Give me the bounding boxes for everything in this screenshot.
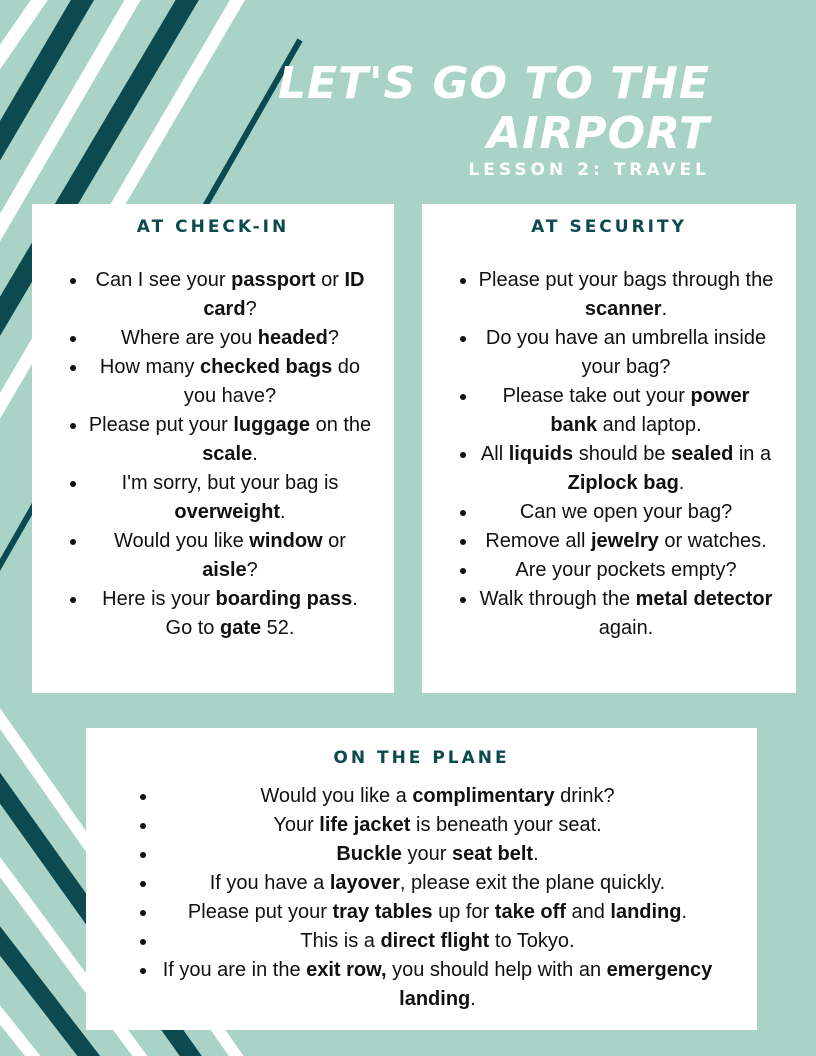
text-run: 52. bbox=[261, 617, 295, 639]
text-run: again. bbox=[598, 617, 654, 639]
list-item bbox=[478, 324, 774, 382]
bold-term: take off bbox=[494, 901, 566, 923]
text-run: should be bbox=[573, 443, 672, 465]
bold-term: liquids bbox=[508, 443, 574, 465]
list-item bbox=[478, 498, 774, 527]
text-run: Do you have an umbrella inside your bag? bbox=[485, 327, 767, 378]
text-run: do you have? bbox=[183, 356, 361, 407]
text-run: If you are in the bbox=[162, 959, 307, 981]
text-run: Here is your bbox=[102, 588, 216, 610]
security-heading: AT SECURITY bbox=[531, 217, 687, 237]
security-card bbox=[422, 204, 796, 693]
text-run: . bbox=[470, 988, 476, 1010]
text-run: Please put your bbox=[88, 414, 234, 436]
list-item bbox=[158, 840, 717, 869]
list-item bbox=[478, 556, 774, 585]
text-run: Your bbox=[273, 814, 320, 836]
text-run: in a bbox=[733, 443, 772, 465]
bold-term: aisle bbox=[202, 559, 247, 581]
text-run: Would you like a bbox=[260, 785, 413, 807]
bold-term: scale bbox=[202, 443, 253, 465]
text-run: to Tokyo. bbox=[489, 930, 575, 952]
page-title-line-1: LET'S GO TO THE bbox=[277, 58, 710, 109]
bold-term: overweight bbox=[174, 501, 280, 523]
list-item bbox=[478, 585, 774, 643]
text-run: ? bbox=[327, 327, 339, 349]
list-item bbox=[88, 469, 372, 527]
check-in-card bbox=[32, 204, 394, 693]
text-run: , please exit the plane quickly. bbox=[399, 872, 666, 894]
check-in-heading: AT CHECK-IN bbox=[136, 217, 290, 237]
text-run: How many bbox=[99, 356, 200, 378]
text-run: you should help with an bbox=[386, 959, 607, 981]
list-item bbox=[158, 869, 717, 898]
bold-term: Buckle bbox=[336, 843, 402, 865]
text-run: and bbox=[565, 901, 611, 923]
text-run: drink? bbox=[554, 785, 615, 807]
security-list bbox=[422, 266, 796, 643]
text-run: If you have a bbox=[209, 872, 330, 894]
text-run: on the bbox=[310, 414, 372, 436]
bold-term: complimentary bbox=[412, 785, 555, 807]
bold-term: boarding pass bbox=[215, 588, 353, 610]
list-item bbox=[88, 266, 372, 324]
list-item bbox=[158, 898, 717, 927]
bold-term: exit row, bbox=[306, 959, 387, 981]
text-run: . Go to bbox=[165, 588, 358, 639]
text-run: your bbox=[401, 843, 452, 865]
list-item bbox=[158, 927, 717, 956]
list-item bbox=[158, 782, 717, 811]
on-the-plane-heading: ON THE PLANE bbox=[333, 748, 510, 768]
text-run: . bbox=[533, 843, 539, 865]
text-run: or watches. bbox=[658, 530, 767, 552]
text-run: Can I see your bbox=[95, 269, 232, 291]
text-run: Can we open your bag? bbox=[519, 501, 733, 523]
bold-term: power bank bbox=[550, 385, 750, 436]
bold-term: passport bbox=[231, 269, 316, 291]
bold-term: emergency landing bbox=[399, 959, 713, 1010]
list-item bbox=[88, 585, 372, 643]
text-run: Are your pockets empty? bbox=[515, 559, 737, 581]
text-run: Would you like bbox=[114, 530, 250, 552]
check-in-list bbox=[32, 266, 394, 643]
text-run: and laptop. bbox=[597, 414, 702, 436]
text-run: . bbox=[252, 443, 258, 465]
bold-term: luggage bbox=[233, 414, 311, 436]
bold-term: gate bbox=[220, 617, 262, 639]
text-run: This is a bbox=[300, 930, 381, 952]
list-item bbox=[88, 353, 372, 411]
text-run: ? bbox=[245, 298, 257, 320]
list-item bbox=[478, 266, 774, 324]
bold-term: headed bbox=[257, 327, 328, 349]
bold-term: seat belt bbox=[451, 843, 534, 865]
bold-term: tray tables bbox=[332, 901, 433, 923]
bold-term: metal detector bbox=[635, 588, 773, 610]
page-title-line-2: AIRPORT bbox=[487, 108, 710, 159]
bold-term: sealed bbox=[671, 443, 734, 465]
page-subtitle: LESSON 2: TRAVEL bbox=[468, 160, 710, 180]
list-item bbox=[88, 527, 372, 585]
bold-term: life jacket bbox=[319, 814, 411, 836]
bold-term: ID card bbox=[203, 269, 365, 320]
text-run: Walk through the bbox=[479, 588, 636, 610]
bold-term: direct flight bbox=[380, 930, 490, 952]
text-run: up for bbox=[432, 901, 495, 923]
text-run: Please put your bbox=[187, 901, 333, 923]
text-run: Remove all bbox=[485, 530, 591, 552]
text-run: . bbox=[678, 472, 685, 494]
text-run: All bbox=[480, 443, 509, 465]
list-item bbox=[158, 956, 717, 1014]
text-run: or bbox=[315, 269, 345, 291]
list-item bbox=[88, 324, 372, 353]
bold-term: jewelry bbox=[590, 530, 659, 552]
text-run: I'm sorry, but your bag is bbox=[121, 472, 339, 494]
bold-term: checked bags bbox=[199, 356, 333, 378]
list-item bbox=[478, 440, 774, 498]
on-the-plane-card bbox=[86, 728, 757, 1030]
text-run: . bbox=[681, 901, 688, 923]
text-run: Please put your bags through the bbox=[478, 269, 774, 291]
bold-term: scanner bbox=[584, 298, 662, 320]
text-run: . bbox=[661, 298, 668, 320]
bold-term: Ziplock bag bbox=[567, 472, 679, 494]
text-run: . bbox=[280, 501, 286, 523]
list-item bbox=[478, 527, 774, 556]
on-the-plane-list bbox=[86, 782, 757, 1014]
list-item bbox=[478, 382, 774, 440]
text-run: or bbox=[322, 530, 346, 552]
bold-term: window bbox=[249, 530, 323, 552]
text-run: Where are you bbox=[121, 327, 258, 349]
text-run: Please take out your bbox=[502, 385, 691, 407]
bold-term: layover bbox=[329, 872, 400, 894]
text-run: is beneath your seat. bbox=[410, 814, 602, 836]
list-item bbox=[158, 811, 717, 840]
bold-term: landing bbox=[610, 901, 682, 923]
text-run: ? bbox=[246, 559, 258, 581]
list-item bbox=[88, 411, 372, 469]
